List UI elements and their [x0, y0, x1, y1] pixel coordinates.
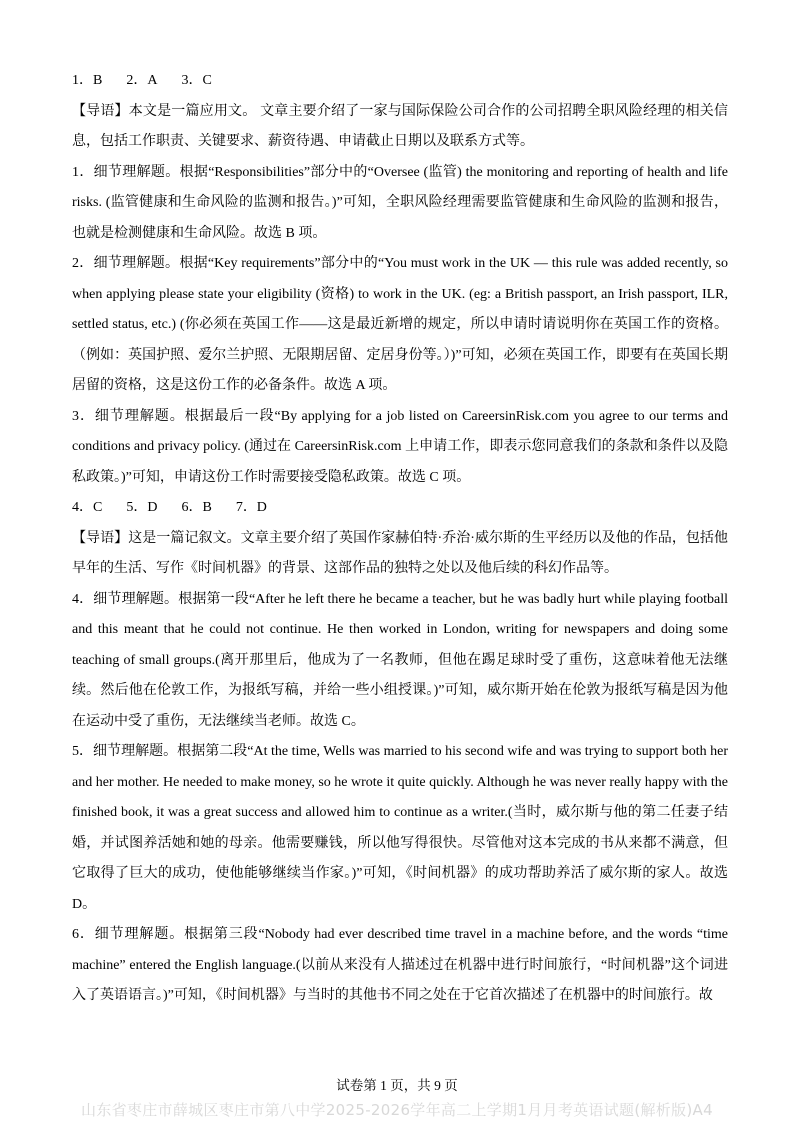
answer-1: 1．B	[72, 73, 103, 88]
explanation-q2: 2．细节理解题。根据“Key requirements”部分中的“You must work in the UK — this rule was added recently, so when applying please state your eligibility (资格) to work in the UK. (eg: a British passport, an Irish passport, ILR, settled status, etc.) (你必须在英国工作——这是最近新增的规定，所以申请时请说明你在英国工作的资格。（例如：英国护照、爱尔兰护照、无限期居留、定居身份等。）)”可知，必须在英国工作，即要有在英国长期居留的资格，这是这份工作的必备条件。故选 A 项。	[72, 256, 728, 393]
page-footer: 试卷第 1 页，共 9 页	[336, 1078, 458, 1093]
explanation-q1: 1．细节理解题。根据“Responsibilities”部分中的“Oversee (监管) the monitoring and reporting of health and life risks. (监管健康和生命风险的监测和报告。)”可知，全职风险经理需要监管健康和生命风险的监测和报告，也就是检测健康和生命风险。故选 B 项。	[72, 164, 728, 241]
answer-7: 7．D	[235, 500, 267, 515]
answer-2: 2．A	[126, 73, 158, 88]
answer-row-2	[72, 493, 728, 524]
answer-4: 4．C	[72, 500, 103, 515]
guide-paragraph-2: 【导语】这是一篇记叙文。文章主要介绍了英国作家赫伯特·乔治·威尔斯的生平经历以及他的作品，包括他早年的生活、写作《时间机器》的背景、这部作品的独特之处以及他后续的科幻作品等。	[72, 530, 728, 576]
document-body	[72, 66, 728, 1012]
explanation-q4: 4．细节理解题。根据第一段“After he left there he became a teacher, but he was badly hurt while playing football and this meant that he could not continue. He then worked in London, writing for newspapers and doing some teaching of small groups.(离开那里后，他成为了一名教师，但他在踢足球时受了重伤，这意味着他无法继续。然后他在伦敦工作，为报纸写稿，并给一些小组授课。)”可知，威尔斯开始在伦敦为报纸写稿是因为他在运动中受了重伤，无法继续当老师。故选 C。	[72, 591, 728, 729]
explanation-q3: 3．细节理解题。根据最后一段“By applying for a job listed on CareersinRisk.com you agree to our terms and conditions and privacy policy. (通过在 CareersinRisk.com 上申请工作，即表示您同意我们的条款和条件以及隐私政策。)”可知，申请这份工作时需要接受隐私政策。故选 C 项。	[72, 408, 728, 485]
explanation-q6: 6．细节理解题。根据第三段“Nobody had ever described time travel in a machine before, and the words “time machine” entered the English language.(以前从来没有人描述过在机器中进行时间旅行，“时间机器”这个词进入了英语语言。)”可知，《时间机器》与当时的其他书不同之处在于它首次描述了在机器中的时间旅行。故	[72, 927, 728, 1003]
answer-row-1	[72, 66, 728, 97]
answer-5: 5．D	[126, 500, 158, 515]
answer-6: 6．B	[181, 500, 212, 515]
watermark-text: 山东省枣庄市薛城区枣庄市第八中学2025-2026学年高二上学期1月月考英语试题(解析版)A4	[81, 1101, 713, 1119]
guide-paragraph-1: 【导语】本文是一篇应用文。 文章主要介绍了一家与国际保险公司合作的公司招聘全职风险经理的相关信息，包括工作职责、关键要求、薪资待遇、申请截止日期以及联系方式等。	[72, 103, 728, 149]
answer-3: 3．C	[181, 73, 212, 88]
explanation-q5: 5．细节理解题。根据第二段“At the time, Wells was married to his second wife and was trying to support both her and her mother. He needed to make money, so he wrote it quite quickly. Although he was never really happy with the finished book, it was a great success and allowed him to continue as a writer.(当时，威尔斯与他的第二任妻子结婚，并试图养活她和她的母亲。他需要赚钱，所以他写得很快。尽管他对这本完成的书从来都不满意，但它取得了巨大的成功，使他能够继续当作家。)”可知，《时间机器》的成功帮助养活了威尔斯的家人。故选 D。	[72, 744, 729, 912]
